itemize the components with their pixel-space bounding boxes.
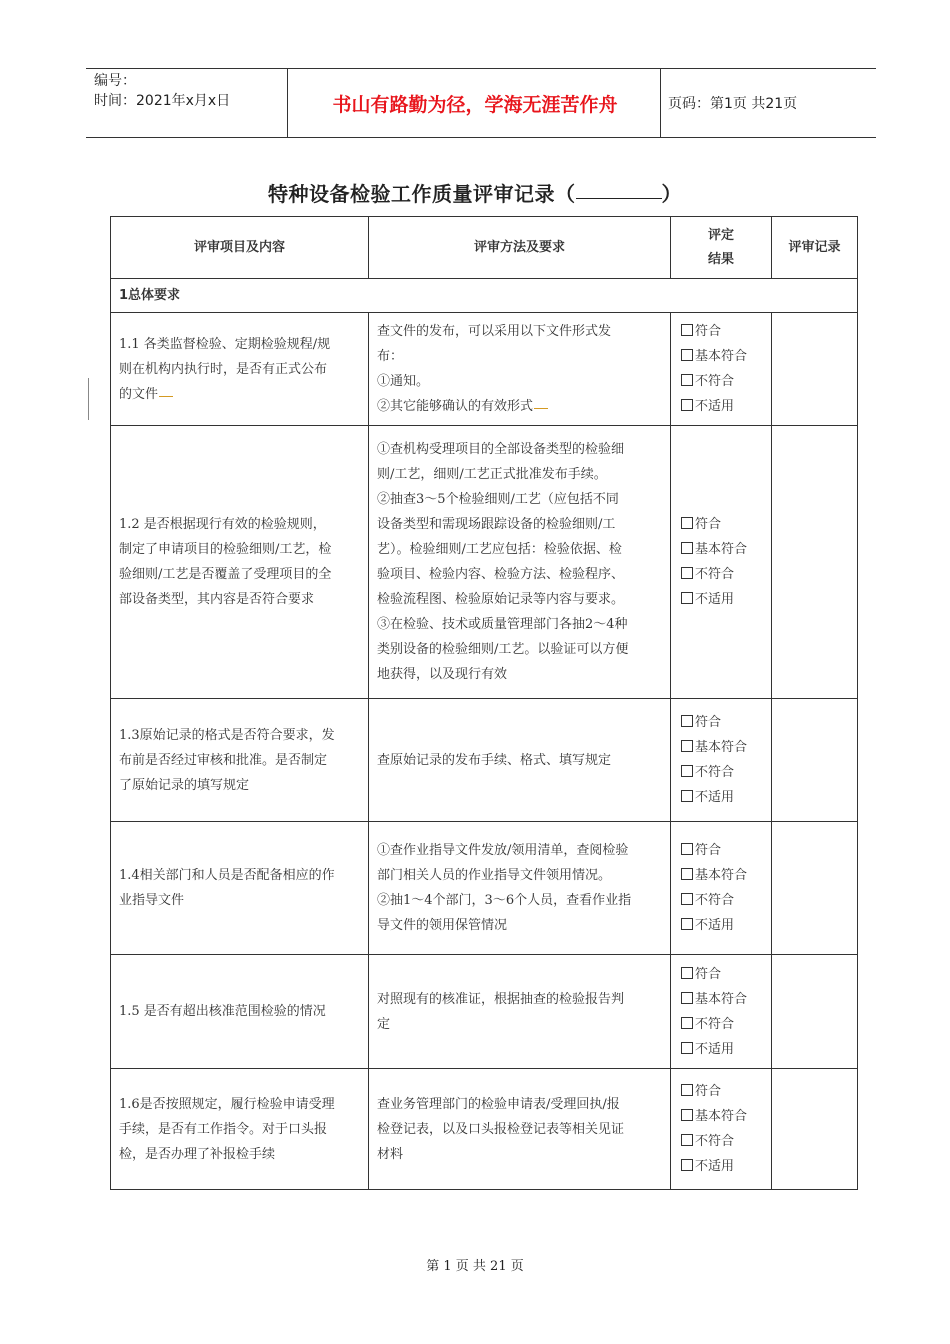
option-label: 不适用: [695, 790, 735, 805]
option-nonconform[interactable]: [681, 1129, 771, 1154]
title-text: 特种设备检验工作质量评审记录（: [268, 182, 576, 206]
option-nonconform[interactable]: [681, 888, 771, 913]
checkbox-icon[interactable]: [681, 1134, 693, 1146]
method-line: 查文件的发布，可以采用以下文件形式发: [377, 324, 612, 339]
checkbox-icon[interactable]: [681, 517, 693, 529]
option-conform[interactable]: [681, 710, 771, 735]
option-basic-conform[interactable]: [681, 344, 771, 369]
checkbox-icon[interactable]: [681, 349, 693, 361]
title-blank-field: [576, 178, 662, 199]
option-basic-conform[interactable]: [681, 987, 771, 1012]
option-label: 基本符合: [695, 868, 748, 883]
result-options: [671, 313, 772, 426]
table-row: [111, 699, 858, 822]
item-line: 验细则/工艺是否覆盖了受理项目的全: [119, 567, 332, 582]
checkbox-icon[interactable]: [681, 374, 693, 386]
record-cell[interactable]: [772, 426, 858, 699]
method-line: 地获得，以及现行有效: [377, 667, 508, 682]
checkbox-icon[interactable]: [681, 967, 693, 979]
item-line: 1.6是否按照规定，履行检验申请受理: [119, 1096, 335, 1112]
item-line: 制定了申请项目的检验细则/工艺，检: [119, 542, 332, 557]
option-nonconform[interactable]: [681, 1012, 771, 1037]
record-cell[interactable]: [772, 313, 858, 426]
method-cell: [369, 1069, 671, 1190]
item-line: 1.3原始记录的格式是否符合要求，发: [119, 727, 335, 743]
option-conform[interactable]: [681, 319, 771, 344]
header-item: 评审项目及内容: [111, 217, 369, 279]
record-cell[interactable]: [772, 822, 858, 955]
item-line: 手续，是否有工作指令。对于口头报: [119, 1121, 328, 1137]
method-line: ②抽1～4个部门，3～6个人员，查看作业指: [377, 893, 632, 908]
option-label: 基本符合: [695, 542, 748, 557]
checkbox-icon[interactable]: [681, 868, 693, 880]
page-footer: 第 1 页 共 21 页: [426, 1259, 524, 1274]
result-options: [671, 955, 772, 1069]
option-label: 符合: [695, 843, 722, 858]
method-line: ①查作业指导文件发放/领用清单，查阅检验: [377, 843, 629, 858]
method-cell: [369, 699, 671, 822]
option-label: 基本符合: [695, 1109, 748, 1124]
margin-bar: [88, 378, 89, 420]
option-label: 不符合: [695, 893, 735, 908]
item-line: 了原始记录的填写规定: [119, 777, 250, 793]
method-line: ①通知。: [377, 374, 430, 389]
method-cell: [369, 955, 671, 1069]
option-nonconform[interactable]: [681, 562, 771, 587]
method-cell: [369, 313, 671, 426]
method-line: 检验流程图、检验原始记录等内容与要求。: [377, 592, 625, 607]
record-cell[interactable]: [772, 699, 858, 822]
method-line: 定: [377, 1016, 391, 1032]
method-line: 导文件的领用保管情况: [377, 918, 508, 933]
option-label: 符合: [695, 966, 722, 982]
method-line: 类别设备的检验细则/工艺。以验证可以方便: [377, 642, 629, 657]
item-line: 检，是否办理了补报检手续: [119, 1146, 276, 1162]
checkbox-icon[interactable]: [681, 893, 693, 905]
checkbox-icon[interactable]: [681, 1109, 693, 1121]
header-meta: [94, 71, 230, 111]
option-label: 符合: [695, 715, 722, 730]
edit-mark-icon: [534, 404, 548, 409]
method-line: ②抽查3～5个检验细则/工艺（应包括不同: [377, 492, 619, 507]
document-title: [0, 178, 950, 207]
header-divider: [660, 69, 661, 137]
option-nonconform[interactable]: [681, 369, 771, 394]
record-cell[interactable]: [772, 955, 858, 1069]
method-line: 布：: [377, 349, 404, 364]
item-line: 则在机构内执行时，是否有正式公布: [119, 361, 328, 377]
header-result-line2: 结果: [707, 251, 734, 267]
checkbox-icon[interactable]: [681, 1042, 693, 1054]
title-close: ）: [661, 182, 682, 206]
result-options: [671, 426, 772, 699]
table-header-row: [111, 217, 858, 279]
option-label: 符合: [695, 324, 722, 339]
option-not-applicable[interactable]: [681, 394, 771, 419]
checkbox-icon[interactable]: [681, 592, 693, 604]
checkbox-icon[interactable]: [681, 399, 693, 411]
method-line: 检登记表，以及口头报检登记表等相关见证: [377, 1121, 625, 1137]
method-cell: [369, 426, 671, 699]
option-label: 基本符合: [695, 991, 748, 1007]
method-cell: [369, 822, 671, 955]
option-not-applicable[interactable]: [681, 913, 771, 938]
item-line: 部设备类型，其内容是否符合要求: [119, 592, 315, 607]
option-conform[interactable]: [681, 1079, 771, 1104]
method-line: ③在检验、技术或质量管理部门各抽2～4种: [377, 617, 628, 632]
option-not-applicable[interactable]: [681, 785, 771, 810]
option-not-applicable[interactable]: [681, 1154, 771, 1179]
option-label: 不符合: [695, 567, 735, 582]
item-line: 1.4相关部门和人员是否配备相应的作: [119, 868, 335, 883]
method-line: 设备类型和需现场跟踪设备的检验细则/工: [377, 517, 616, 532]
method-line: 查业务管理部门的检验申请表/受理回执/报: [377, 1096, 620, 1112]
result-options: [671, 822, 772, 955]
option-not-applicable[interactable]: [681, 587, 771, 612]
header-result-line1: 评定: [707, 227, 734, 243]
option-conform[interactable]: [681, 962, 771, 987]
option-basic-conform[interactable]: [681, 863, 771, 888]
checkbox-icon[interactable]: [681, 1084, 693, 1096]
checkbox-icon[interactable]: [681, 918, 693, 930]
header-result: [671, 217, 772, 279]
header-record: 评审记录: [772, 217, 858, 279]
item-cell: [111, 955, 369, 1069]
header-divider: [287, 69, 288, 137]
item-cell: [111, 426, 369, 699]
checkbox-icon[interactable]: [681, 843, 693, 855]
header-page-label: 页码：第1页 共21页: [668, 96, 798, 112]
method-line: 材料: [377, 1146, 404, 1162]
table-row: [111, 822, 858, 955]
page-header: [86, 68, 876, 138]
item-line: 的文件: [119, 386, 159, 402]
option-basic-conform[interactable]: [681, 735, 771, 760]
table-row: [111, 955, 858, 1069]
review-table: [110, 216, 858, 1190]
method-line: 验项目、检验内容、检验方法、检验程序、: [377, 567, 625, 582]
option-label: 不适用: [695, 1159, 735, 1174]
checkbox-icon[interactable]: [681, 765, 693, 777]
option-conform[interactable]: [681, 512, 771, 537]
item-line: 1.5 是否有超出核准范围检验的情况: [119, 1004, 326, 1019]
checkbox-icon[interactable]: [681, 790, 693, 802]
method-line: 查原始记录的发布手续、格式、填写规定: [377, 752, 612, 768]
result-options: [671, 1069, 772, 1190]
checkbox-icon[interactable]: [681, 1017, 693, 1029]
section-title: 1总体要求: [111, 279, 858, 313]
table-row: [111, 1069, 858, 1190]
method-line: 对照现有的核准证，根据抽查的检验报告判: [377, 991, 625, 1007]
method-line: 则/工艺，细则/工艺正式批准发布手续。: [377, 467, 607, 482]
option-label: 基本符合: [695, 740, 748, 755]
item-cell: [111, 822, 369, 955]
method-line: ②其它能够确认的有效形式: [377, 399, 534, 414]
method-line: 部门相关人员的作业指导文件领用情况。: [377, 868, 612, 883]
option-conform[interactable]: [681, 838, 771, 863]
checkbox-icon[interactable]: [681, 715, 693, 727]
checkbox-icon[interactable]: [681, 992, 693, 1004]
checkbox-icon[interactable]: [681, 1159, 693, 1171]
option-label: 不适用: [695, 592, 735, 607]
option-label: 不符合: [695, 1016, 735, 1032]
result-options: [671, 699, 772, 822]
item-line: 1.1 各类监督检验、定期检验规程/规: [119, 336, 331, 352]
option-label: 符合: [695, 517, 722, 532]
checkbox-icon[interactable]: [681, 324, 693, 336]
option-basic-conform[interactable]: [681, 1104, 771, 1129]
edit-mark-icon: [159, 392, 173, 397]
item-cell: [111, 699, 369, 822]
method-line: 艺）。检验细则/工艺应包括：检验依据、检: [377, 542, 622, 557]
checkbox-icon[interactable]: [681, 740, 693, 752]
option-label: 基本符合: [695, 349, 748, 364]
checkbox-icon[interactable]: [681, 567, 693, 579]
item-line: 1.2 是否根据现行有效的检验规则，: [119, 517, 326, 532]
item-line: 布前是否经过审核和批准。是否制定: [119, 752, 328, 768]
option-label: 不符合: [695, 765, 735, 780]
option-basic-conform[interactable]: [681, 537, 771, 562]
option-nonconform[interactable]: [681, 760, 771, 785]
method-line: ①查机构受理项目的全部设备类型的检验细: [377, 442, 625, 457]
code-label: 编号：: [94, 73, 136, 89]
option-label: 不适用: [695, 1041, 735, 1057]
option-label: 不符合: [695, 1134, 735, 1149]
header-motto: 书山有路勤为径，学海无涯苦作舟: [332, 93, 618, 116]
record-cell[interactable]: [772, 1069, 858, 1190]
option-label: 不符合: [695, 374, 735, 389]
time-label: 时间：2021年x月x日: [94, 93, 231, 109]
option-label: 符合: [695, 1084, 722, 1099]
option-not-applicable[interactable]: [681, 1037, 771, 1062]
table-row: [111, 426, 858, 699]
checkbox-icon[interactable]: [681, 542, 693, 554]
option-label: 不适用: [695, 918, 735, 933]
option-label: 不适用: [695, 399, 735, 414]
item-cell: [111, 313, 369, 426]
item-line: 业指导文件: [119, 893, 185, 908]
header-method: 评审方法及要求: [369, 217, 671, 279]
item-cell: [111, 1069, 369, 1190]
table-row: [111, 313, 858, 426]
section-row: [111, 279, 858, 313]
